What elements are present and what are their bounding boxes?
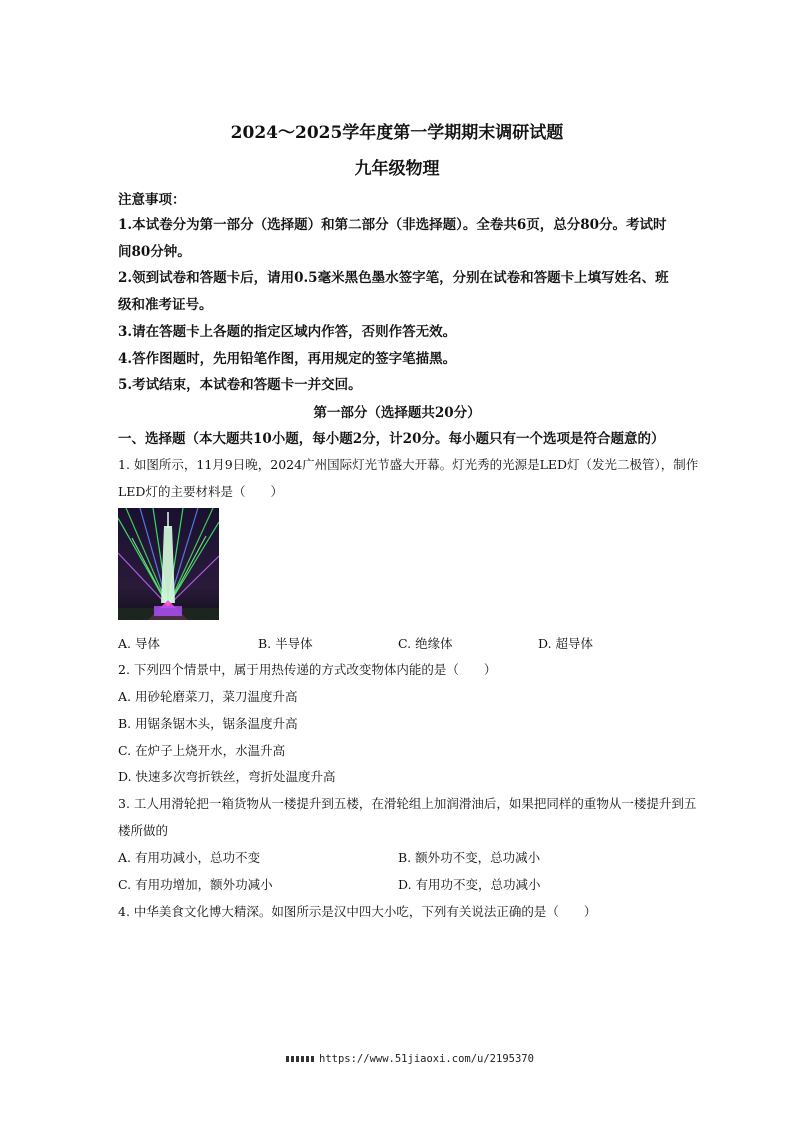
q2-option-d: D. 快速多次弯折铁丝，弯折处温度升高 [118, 769, 336, 784]
q2-option-b: B. 用锯条锯木头，锯条温度升高 [118, 716, 298, 731]
part1-heading: 第一部分（选择题共20分） [313, 405, 481, 421]
light-festival-photo [118, 508, 219, 620]
notice-item-5: 5.考试结束，本试卷和答题卡一并交回。 [118, 377, 362, 393]
q2-option-a: A. 用砂轮磨菜刀，菜刀温度升高 [118, 689, 298, 704]
q1-stem-line2: LED灯的主要材料是（ ） [118, 484, 283, 499]
site-logo-icon [286, 1056, 314, 1062]
notice-item-3: 3.请在答题卡上各题的指定区域内作答，否则作答无效。 [118, 324, 457, 340]
q3-option-d: D. 有用功不变，总功减小 [398, 877, 541, 892]
q1-option-d: D. 超导体 [538, 636, 594, 651]
notice-item-4: 4.答作图题时，先用铅笔作图，再用规定的签字笔描黑。 [118, 351, 457, 367]
q1-option-b: B. 半导体 [258, 636, 313, 651]
exam-subtitle: 九年级物理 [354, 159, 440, 179]
q3-stem-line1: 3. 工人用滑轮把一箱货物从一楼提升到五楼，在滑轮组上加润滑油后，如果把同样的重物从一楼提升到五 [118, 796, 697, 811]
q1-stem-line1: 1. 如图所示，11月9日晚，2024广州国际灯光节盛大开幕。灯光秀的光源是LED灯（发光二极管），制作 [118, 457, 699, 472]
q3-stem-line2: 楼所做的 [118, 823, 169, 838]
q1-option-a: A. 导体 [118, 636, 160, 651]
exam-title: 2024～2025学年度第一学期期末调研试题 [230, 123, 564, 143]
notice-heading: 注意事项： [118, 192, 186, 208]
q3-option-a: A. 有用功减小，总功不变 [118, 850, 260, 865]
notice-item-2: 2.领到试卷和答题卡后，请用0.5毫米黑色墨水签字笔，分别在试卷和答题卡上填写姓名、班 [118, 270, 669, 286]
q2-option-c: C. 在炉子上烧开水，水温升高 [118, 743, 286, 758]
notice-item-1: 1.本试卷分为第一部分（选择题）和第二部分（非选择题）。全卷共6页，总分80分。考试时 [118, 217, 667, 233]
section-heading: 一、选择题（本大题共10小题，每小题2分，计20分。每小题只有一个选项是符合题意的） [118, 431, 665, 447]
notice-item-2-cont: 级和准考证号。 [118, 297, 213, 313]
q3-option-c: C. 有用功增加，额外功减小 [118, 877, 273, 892]
q1-option-c: C. 绝缘体 [398, 636, 453, 651]
footer [286, 1053, 534, 1065]
notice-item-1-cont: 间80分钟。 [118, 244, 191, 260]
footer-url[interactable]: https://www.51jiaoxi.com/u/2195370 [319, 1053, 534, 1065]
q2-stem: 2. 下列四个情景中，属于用热传递的方式改变物体内能的是（ ） [118, 662, 497, 677]
q4-stem: 4. 中华美食文化博大精深。如图所示是汉中四大小吃，下列有关说法正确的是（ ） [118, 904, 597, 919]
q3-option-b: B. 额外功不变，总功减小 [398, 850, 541, 865]
